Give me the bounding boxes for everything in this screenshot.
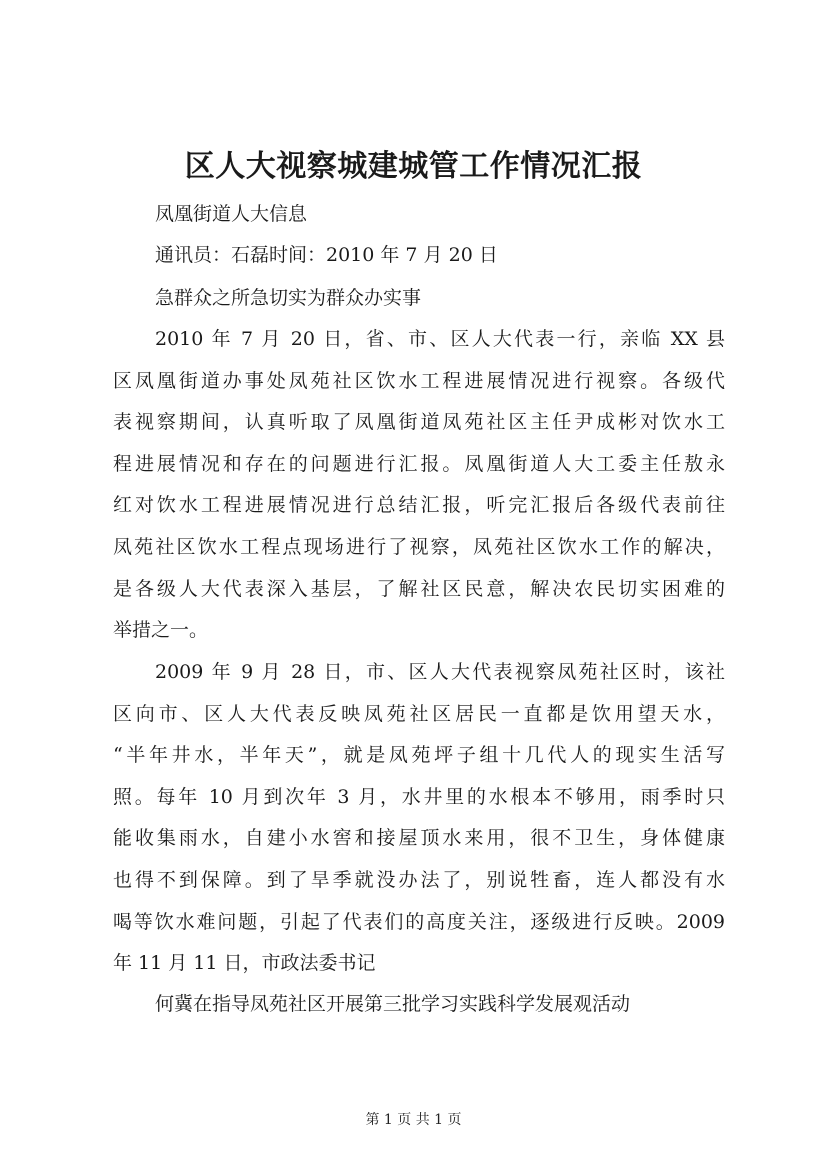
paragraph-line: 区向市、区人大代表反映凤苑社区居民一直都是饮用望天水， — [113, 702, 725, 725]
meta-source: 凤凰街道人大信息 — [155, 203, 308, 225]
paragraph-line: 是各级人大代表深入基层，了解社区民意，解决农民切实困难的 — [113, 577, 725, 600]
paragraph-line: “半年井水，半年天”，就是凤苑坪子组十几代人的现实生活写 — [113, 744, 725, 767]
paragraph-line: 何冀在指导凤苑社区开展第三批学习实践科学发展观活动 — [155, 993, 631, 1015]
page-footer: 第 1 页 共 1 页 — [365, 1112, 462, 1128]
paragraph-line: 表视察期间，认真听取了凤凰街道凤苑社区主任尹成彬对饮水工 — [113, 411, 725, 434]
paragraph-line: 年 11 月 11 日，市政法委书记 — [113, 952, 376, 975]
paragraph-line: 2009 年 9 月 28 日，市、区人大代表视察凤苑社区时，该社 — [155, 661, 725, 683]
paragraph-line: 举措之一。 — [113, 619, 209, 642]
paragraph-line: 照。每年 10 月到次年 3 月，水井里的水根本不够用，雨季时只 — [113, 785, 725, 808]
paragraph-line: 区凤凰街道办事处凤苑社区饮水工程进展情况进行视察。各级代 — [113, 369, 725, 392]
paragraph-3 — [113, 984, 725, 1026]
meta-reporter-date: 通讯员：石磊时间：2010 年 7 月 20 日 — [155, 244, 498, 266]
paragraph-line: 也得不到保障。到了旱季就没办法了，别说牲畜，连人都没有水 — [113, 868, 725, 891]
paragraph-line: 红对饮水工程进展情况进行总结汇报，听完汇报后各级代表前往 — [113, 494, 725, 517]
paragraph-line: 凤苑社区饮水工程点现场进行了视察，凤苑社区饮水工作的解决， — [113, 535, 725, 558]
paragraph-2 — [113, 652, 725, 985]
meta-subtitle: 急群众之所急切实为群众办实事 — [155, 287, 422, 309]
paragraph-1 — [113, 319, 725, 652]
paragraph-line: 程进展情况和存在的问题进行汇报。凤凰街道人大工委主任敖永 — [113, 452, 725, 475]
paragraph-line: 能收集雨水，自建小水窖和接屋顶水来用，很不卫生，身体健康 — [113, 827, 725, 850]
document-title: 区人大视察城建城管工作情况汇报 — [184, 149, 643, 184]
paragraph-line: 喝等饮水难问题，引起了代表们的高度关注，逐级进行反映。2009 — [113, 910, 725, 933]
paragraph-line: 2010 年 7 月 20 日，省、市、区人大代表一行，亲临 XX 县 — [155, 328, 725, 350]
